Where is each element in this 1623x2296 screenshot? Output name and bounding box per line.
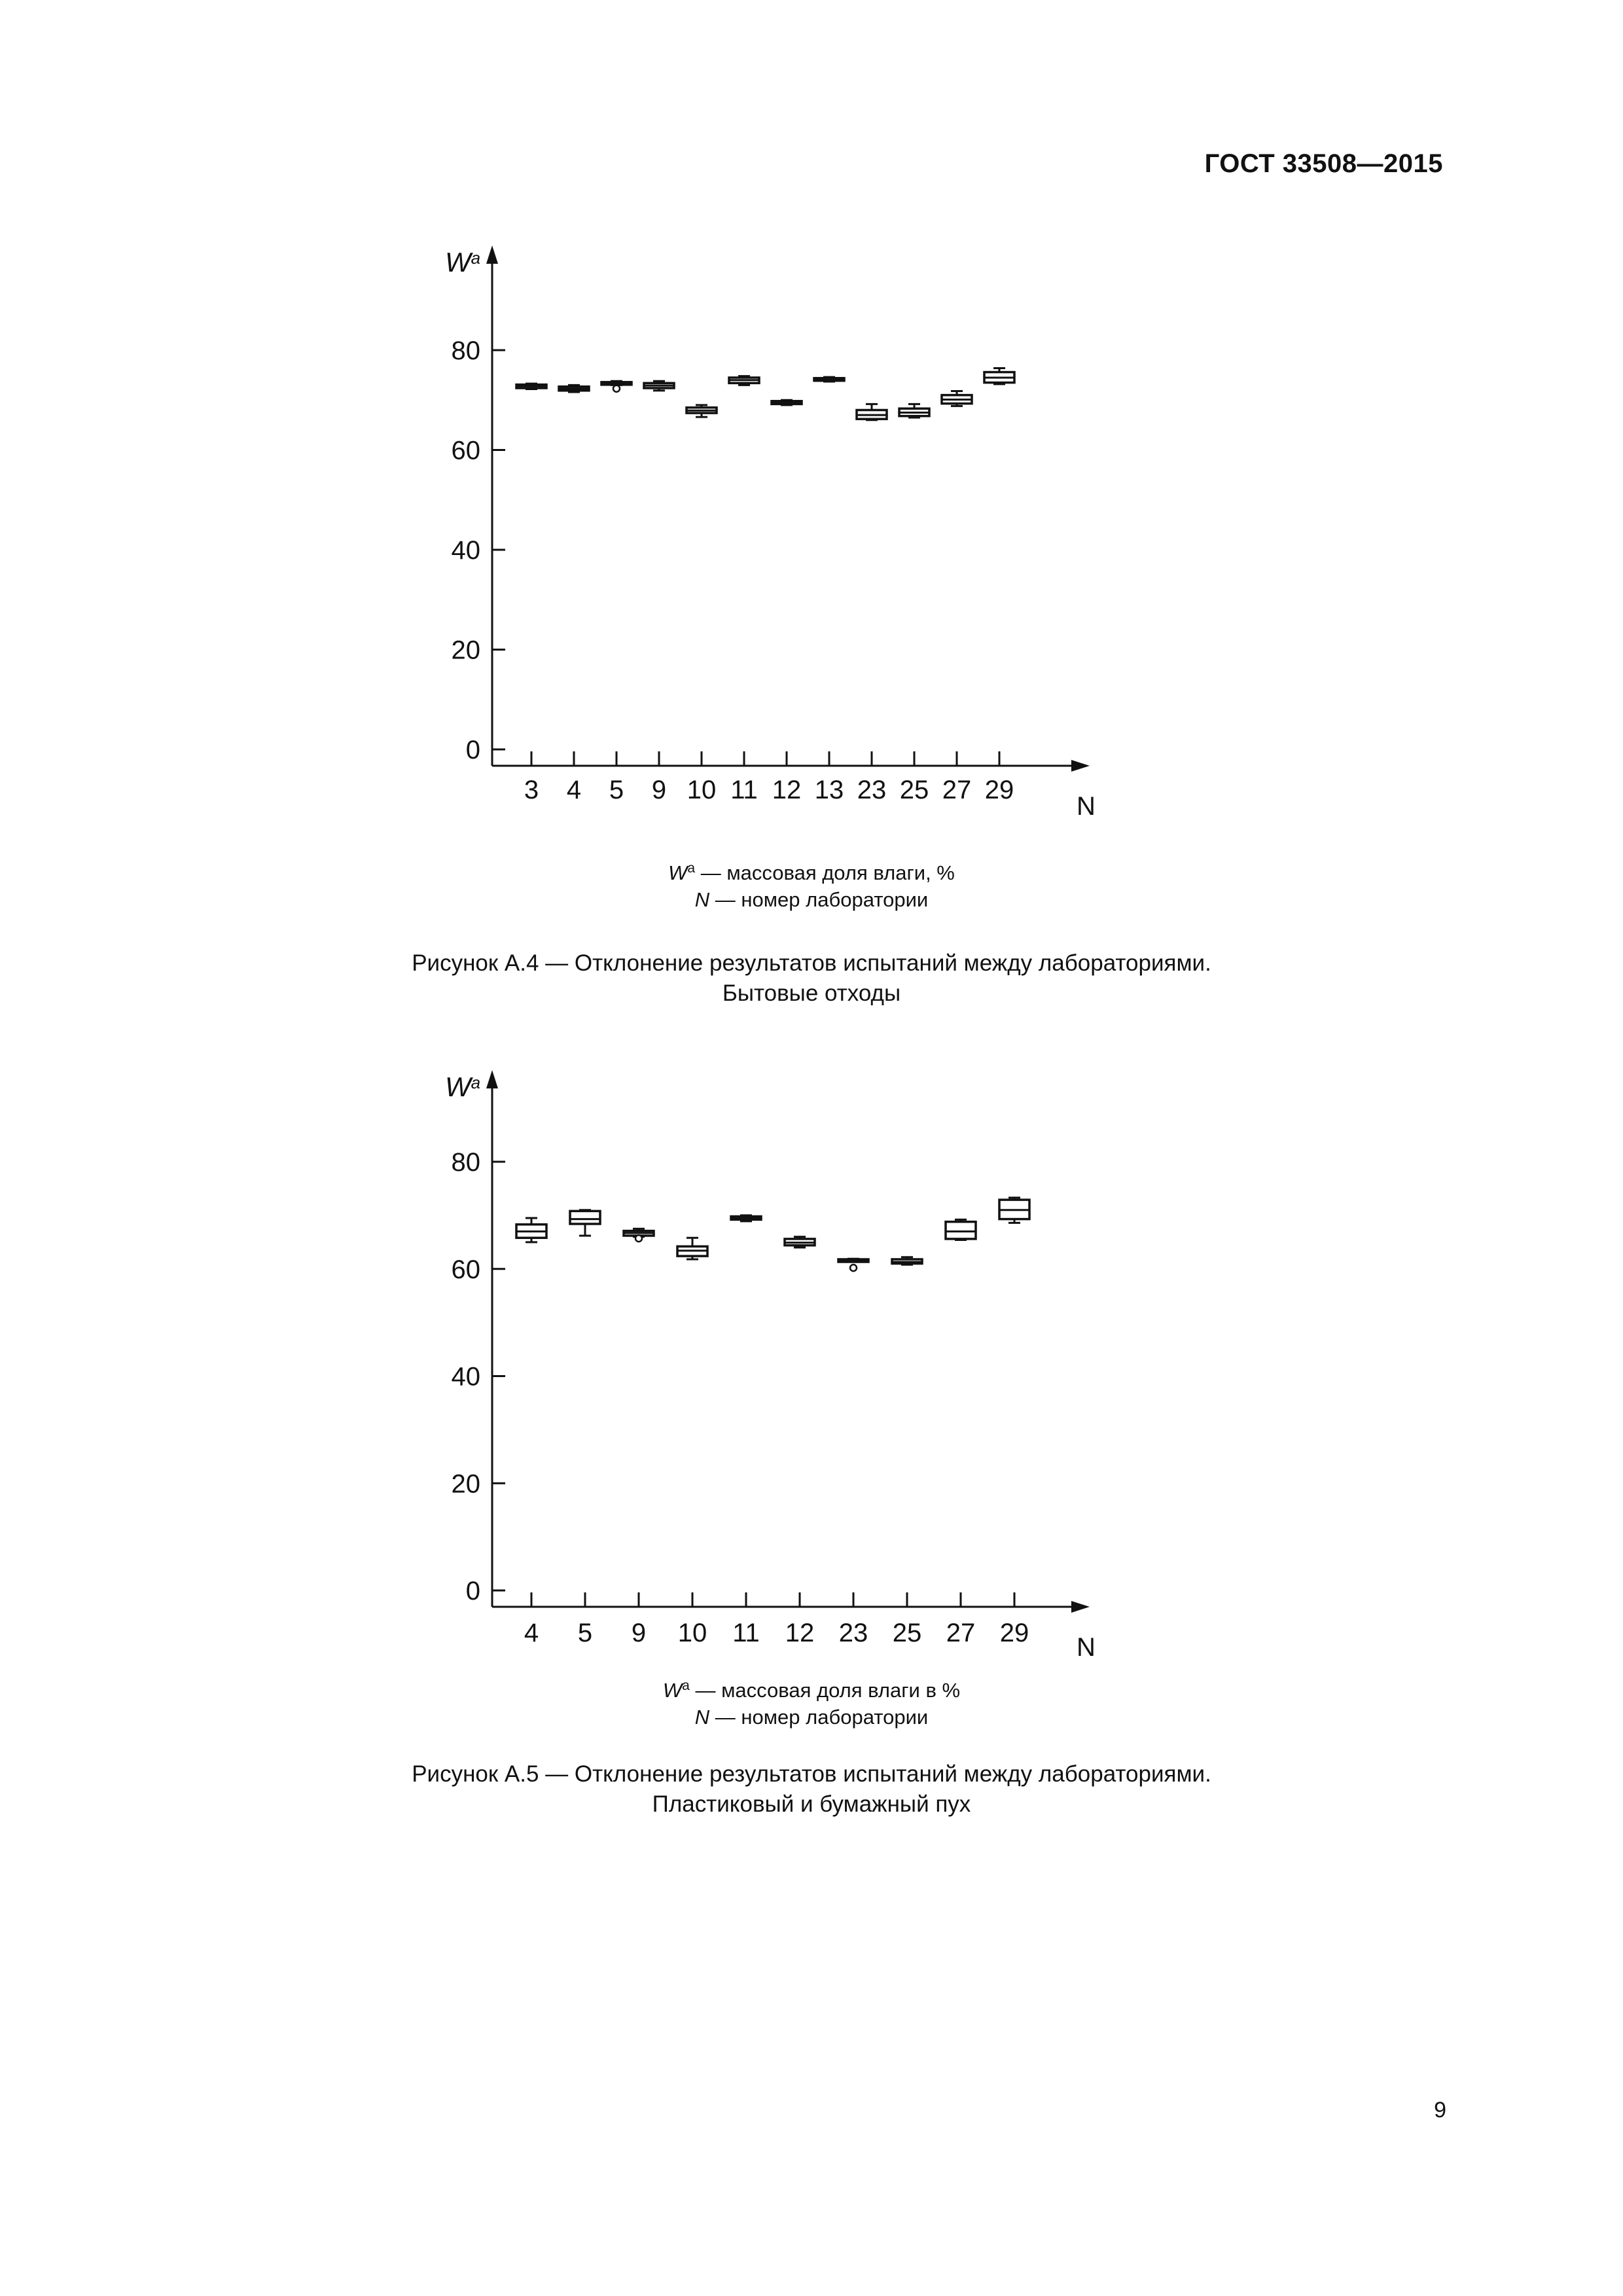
box-plot-23 [857,404,887,420]
legend-n-symbol: N [694,888,710,911]
x-tick-label: 13 [814,776,844,804]
legend-n-symbol: N [694,1706,710,1729]
chart-figure-a4 [393,223,1145,844]
outlier-point [613,386,620,392]
x-tick-label: 11 [732,1619,760,1647]
x-tick-label: 4 [524,1619,539,1647]
y-tick-label: 0 [465,1577,480,1605]
y-axis-title: $W^a$ [445,1071,481,1102]
legend-w-text: — массовая доля влаги в % [689,1679,961,1702]
box-plot-5 [601,381,632,391]
box-plot-11 [729,376,759,386]
box-plot-25 [892,1257,922,1265]
y-axis-arrow-icon [486,1070,498,1088]
box-plot-5 [570,1210,600,1236]
y-tick-label: 0 [465,736,480,764]
legend-w-superscript: a [682,1678,690,1693]
x-tick-label: 27 [942,776,972,804]
y-tick-label: 80 [451,1148,480,1177]
box-plot-9 [644,381,674,390]
x-tick-label: 12 [772,776,802,804]
y-tick-label: 20 [451,636,480,665]
x-tick-label: 9 [651,776,667,804]
box-plot-9 [624,1229,654,1242]
box-plot-12 [785,1237,815,1247]
x-tick-label: 5 [609,776,624,804]
box-plot-10 [677,1238,707,1259]
legend-w-text: — массовая доля влаги, % [695,861,955,884]
box [570,1211,600,1224]
x-axis-arrow-icon [1071,760,1090,772]
x-tick-label: 12 [785,1619,815,1647]
box-plot-11 [731,1215,761,1221]
x-tick-label: 10 [687,776,717,804]
x-tick-label: 29 [984,776,1014,804]
legend-figure-a5 [0,1677,1623,1731]
x-tick-label: 27 [946,1619,976,1647]
document-code: ГОСТ 33508—2015 [1204,149,1443,178]
y-tick-label: 40 [451,536,480,565]
box-plot-3 [516,384,546,389]
legend-w-superscript: a [687,861,696,876]
y-tick-label: 20 [451,1469,480,1499]
legend-n-line [0,886,1623,913]
box-plot-12 [772,400,802,405]
caption-line-1: Рисунок А.4 — Отклонение результатов испытаний между лабораториями. [412,950,1211,976]
legend-figure-a4 [0,859,1623,913]
outlier-point [635,1235,642,1242]
legend-n-text: — номер лаборатории [709,888,929,911]
page-number: 9 [1434,2098,1446,2123]
figure-caption-a4 [0,948,1623,1009]
chart-figure-a5 [393,1047,1145,1669]
box-plot-4 [516,1218,546,1242]
box-plot-10 [687,405,717,417]
box-plot-27 [946,1219,976,1240]
x-axis-title: N [1077,1633,1096,1662]
box [946,1222,976,1239]
caption-line-2: Бытовые отходы [722,980,901,1006]
legend-w-symbol: W [668,861,688,884]
x-tick-label: 3 [524,776,539,804]
legend-n-line [0,1704,1623,1731]
y-tick-label: 40 [451,1362,480,1391]
y-tick-label: 80 [451,336,480,365]
x-tick-label: 29 [999,1619,1029,1647]
x-tick-label: 25 [899,776,929,804]
x-tick-label: 4 [566,776,582,804]
x-axis-arrow-icon [1071,1601,1090,1613]
caption-line-2: Пластиковый и бумажный пух [652,1791,971,1817]
legend-w-symbol: W [662,1679,683,1702]
legend-n-text: — номер лаборатории [709,1706,929,1729]
x-tick-label: 9 [631,1619,647,1647]
figure-caption-a5 [0,1759,1623,1820]
x-tick-label: 23 [838,1619,868,1647]
y-axis-arrow-icon [486,245,498,264]
caption-line-1: Рисунок А.5 — Отклонение результатов испытаний между лабораториями. [412,1761,1211,1787]
x-tick-label: 5 [577,1619,593,1647]
box-plot-13 [814,377,844,382]
box-plot-27 [942,391,972,406]
y-tick-label: 60 [451,436,480,465]
outlier-point [850,1265,857,1271]
y-tick-label: 60 [451,1255,480,1284]
x-tick-label: 25 [892,1619,922,1647]
box-plot-29 [984,368,1014,384]
legend-w-line [0,859,1623,886]
legend-w-line [0,1677,1623,1704]
x-tick-label: 23 [857,776,887,804]
x-tick-label: 10 [677,1619,707,1647]
x-tick-label: 11 [730,776,758,804]
box-plot-29 [999,1198,1029,1223]
y-axis-title: $W^a$ [445,247,481,278]
box-plot-25 [899,404,929,418]
x-axis-title: N [1077,792,1096,821]
box-plot-23 [838,1259,868,1271]
box-plot-4 [559,385,589,392]
